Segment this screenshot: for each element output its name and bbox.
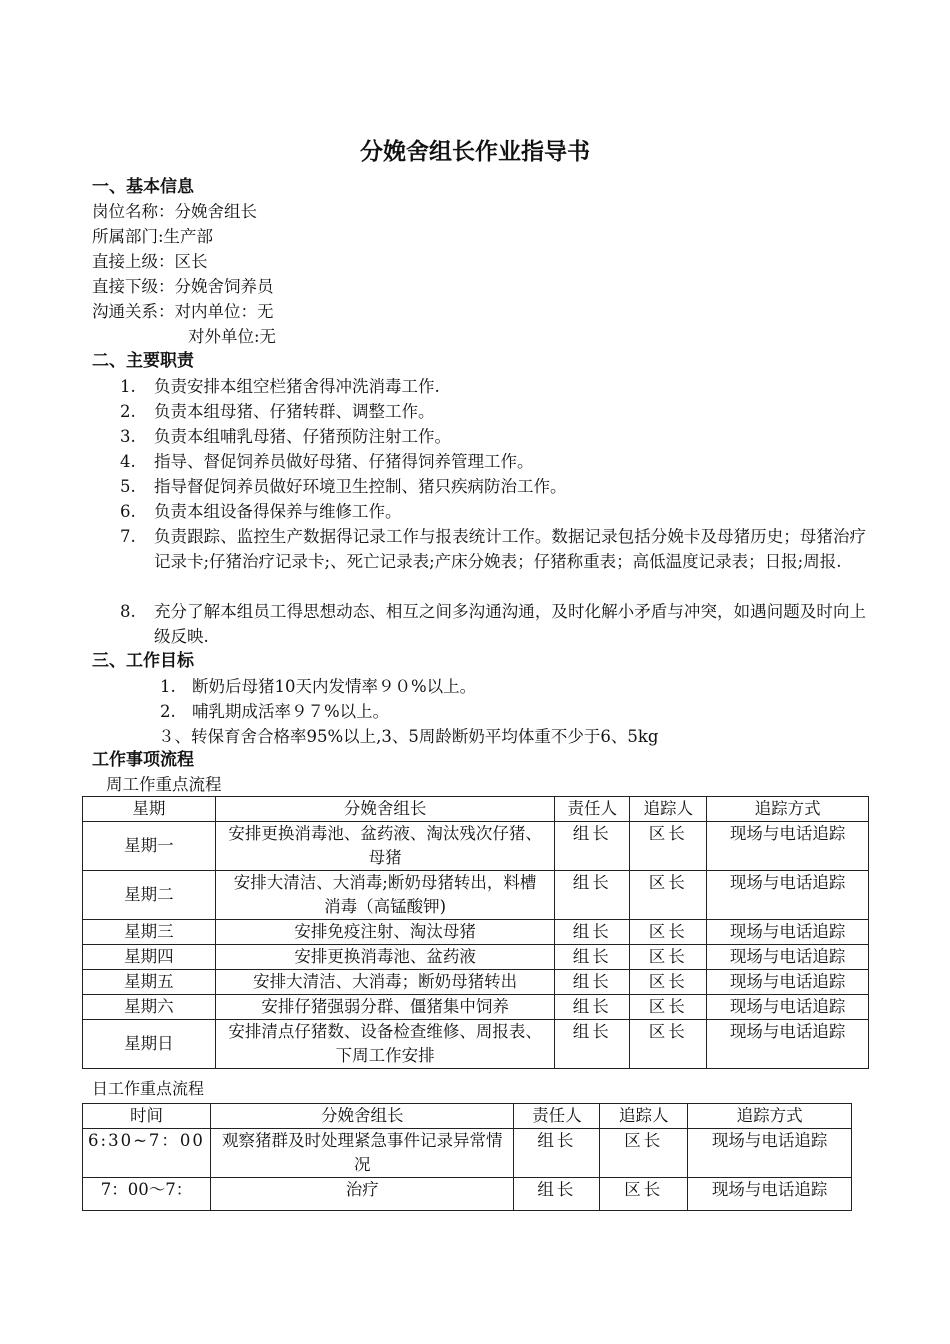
header-cell: 责任人 xyxy=(555,797,630,822)
task-cell: 安排大清洁、大消毒;断奶母猪转出，料槽消毒（高锰酸钾) xyxy=(215,871,555,920)
responsible-cell: 组长 xyxy=(555,920,630,945)
duty-number: 6. xyxy=(120,502,136,521)
daily-flow-label: 日工作重点流程 xyxy=(92,1079,205,1098)
tracker-cell: 区长 xyxy=(630,871,707,920)
responsible-cell: 组长 xyxy=(514,1178,600,1211)
table-row xyxy=(83,1020,869,1069)
tracking-method-cell: 现场与电话追踪 xyxy=(707,1020,869,1069)
table-row xyxy=(83,945,869,970)
table-row xyxy=(83,920,869,945)
tracking-method-cell: 现场与电话追踪 xyxy=(688,1129,852,1178)
tracker-cell: 区长 xyxy=(630,970,707,995)
header-cell: 分娩舍组长 xyxy=(210,1104,514,1129)
tracker-cell: 区长 xyxy=(600,1129,688,1178)
tracker-cell: 区长 xyxy=(630,945,707,970)
task-cell: 安排更换消毒池、盆药液、淘汰残次仔猪、母猪 xyxy=(215,822,555,871)
tracker-cell: 区长 xyxy=(630,995,707,1020)
task-cell: 安排免疫注射、淘汰母猪 xyxy=(215,920,555,945)
task-cell: 观察猪群及时处理紧急事件记录异常情况 xyxy=(210,1129,514,1178)
day-cell: 星期日 xyxy=(83,1020,216,1069)
task-cell: 安排仔猪强弱分群、僵猪集中饲养 xyxy=(215,995,555,1020)
table-row xyxy=(83,970,869,995)
document-title: 分娩舍组长作业指导书 xyxy=(360,139,590,165)
day-cell: 星期三 xyxy=(83,920,216,945)
header-cell: 追踪方式 xyxy=(707,797,869,822)
header-cell: 星期 xyxy=(83,797,216,822)
table-header-row xyxy=(83,1104,852,1129)
tracker-cell: 区长 xyxy=(630,822,707,871)
day-cell: 星期四 xyxy=(83,945,216,970)
duty-text: 负责本组哺乳母猪、仔猪预防注射工作。 xyxy=(154,427,451,446)
tracking-method-cell: 现场与电话追踪 xyxy=(707,871,869,920)
duty-number: 5. xyxy=(120,477,136,496)
goal-text: 哺乳期成活率９７%以上。 xyxy=(192,702,390,721)
task-cell: 安排清点仔猪数、设备检查维修、周报表、下周工作安排 xyxy=(215,1020,555,1069)
duty-text: 负责安排本组空栏猪舍得冲洗消毒工作. xyxy=(154,377,440,396)
responsible-cell: 组长 xyxy=(555,822,630,871)
task-cell: 安排大清洁、大消毒；断奶母猪转出 xyxy=(215,970,555,995)
duty-number: 1. xyxy=(120,377,136,396)
duty-text: 指导、督促饲养员做好母猪、仔猪得饲养管理工作。 xyxy=(154,452,534,471)
weekly-flow-table xyxy=(82,796,869,1069)
tracking-method-cell: 现场与电话追踪 xyxy=(707,822,869,871)
section-duties-heading: 二、主要职责 xyxy=(92,351,194,371)
table-row xyxy=(83,871,869,920)
tracking-method-cell: 现场与电话追踪 xyxy=(707,920,869,945)
time-cell: 7：00～7： xyxy=(83,1178,211,1211)
header-cell: 追踪方式 xyxy=(688,1104,852,1129)
day-cell: 星期五 xyxy=(83,970,216,995)
task-cell: 安排更换消毒池、盆药液 xyxy=(215,945,555,970)
header-cell: 分娩舍组长 xyxy=(215,797,555,822)
time-cell: 6:30~7：00 xyxy=(83,1129,211,1178)
weekly-flow-label: 周工作重点流程 xyxy=(106,775,222,794)
section-workflow-heading: 工作事项流程 xyxy=(92,750,194,770)
tracker-cell: 区长 xyxy=(630,1020,707,1069)
table-row xyxy=(83,995,869,1020)
duty-number: 4. xyxy=(120,452,136,471)
duty-text: 指导督促饲养员做好环境卫生控制、猪只疾病防治工作。 xyxy=(154,477,567,496)
tracking-method-cell: 现场与电话追踪 xyxy=(707,995,869,1020)
responsible-cell: 组长 xyxy=(555,871,630,920)
header-cell: 追踪人 xyxy=(630,797,707,822)
section-basic-info-heading: 一、基本信息 xyxy=(92,177,194,197)
goal-number: 2. xyxy=(160,702,176,721)
duty-number: 7. xyxy=(120,527,136,546)
responsible-cell: 组长 xyxy=(555,970,630,995)
direct-superior: 直接上级：区长 xyxy=(92,252,208,271)
goal-text: ３、转保育舍合格率95%以上,3、5周龄断奶平均体重不少于6、5kg xyxy=(158,727,659,746)
tracking-method-cell: 现场与电话追踪 xyxy=(688,1178,852,1211)
duty-text: 负责本组设备得保养与维修工作。 xyxy=(154,502,402,521)
tracking-method-cell: 现场与电话追踪 xyxy=(707,945,869,970)
duty-text: 充分了解本组员工得思想动态、相互之间多沟通沟通，及时化解小矛盾与冲突，如遇问题及时向上级反映. xyxy=(154,602,866,646)
duty-number: 3. xyxy=(120,427,136,446)
responsible-cell: 组长 xyxy=(555,945,630,970)
tracker-cell: 区长 xyxy=(600,1178,688,1211)
table-row xyxy=(83,822,869,871)
responsible-cell: 组长 xyxy=(555,995,630,1020)
duty-number: 8. xyxy=(120,602,136,621)
header-cell: 追踪人 xyxy=(600,1104,688,1129)
day-cell: 星期六 xyxy=(83,995,216,1020)
tracking-method-cell: 现场与电话追踪 xyxy=(707,970,869,995)
duty-number: 2. xyxy=(120,402,136,421)
goal-text: 断奶后母猪10天内发情率９０%以上。 xyxy=(192,677,477,696)
table-row xyxy=(83,1178,852,1211)
table-row xyxy=(83,1129,852,1178)
task-cell: 治疗 xyxy=(210,1178,514,1211)
goal-number: 1. xyxy=(160,677,176,696)
communication-external: 对外单位:无 xyxy=(188,327,277,346)
responsible-cell: 组长 xyxy=(514,1129,600,1178)
duty-text: 负责跟踪、监控生产数据得记录工作与报表统计工作。数据记录包括分娩卡及母猪历史；母猪治疗记录卡;仔猪治疗记录卡;、死亡记录表;产床分娩表；仔猪称重表；高低温度记录表；日报;周报. xyxy=(154,527,866,571)
header-cell: 责任人 xyxy=(514,1104,600,1129)
duty-text: 负责本组母猪、仔猪转群、调整工作。 xyxy=(154,402,435,421)
department: 所属部门:生产部 xyxy=(92,227,214,246)
header-cell: 时间 xyxy=(83,1104,211,1129)
communication-internal: 沟通关系：对内单位：无 xyxy=(92,302,274,321)
section-goals-heading: 三、工作目标 xyxy=(92,651,194,671)
daily-flow-table xyxy=(82,1103,852,1211)
day-cell: 星期一 xyxy=(83,822,216,871)
tracker-cell: 区长 xyxy=(630,920,707,945)
responsible-cell: 组长 xyxy=(555,1020,630,1069)
table-header-row xyxy=(83,797,869,822)
post-name: 岗位名称：分娩舍组长 xyxy=(92,202,257,221)
day-cell: 星期二 xyxy=(83,871,216,920)
direct-subordinate: 直接下级：分娩舍饲养员 xyxy=(92,277,274,296)
